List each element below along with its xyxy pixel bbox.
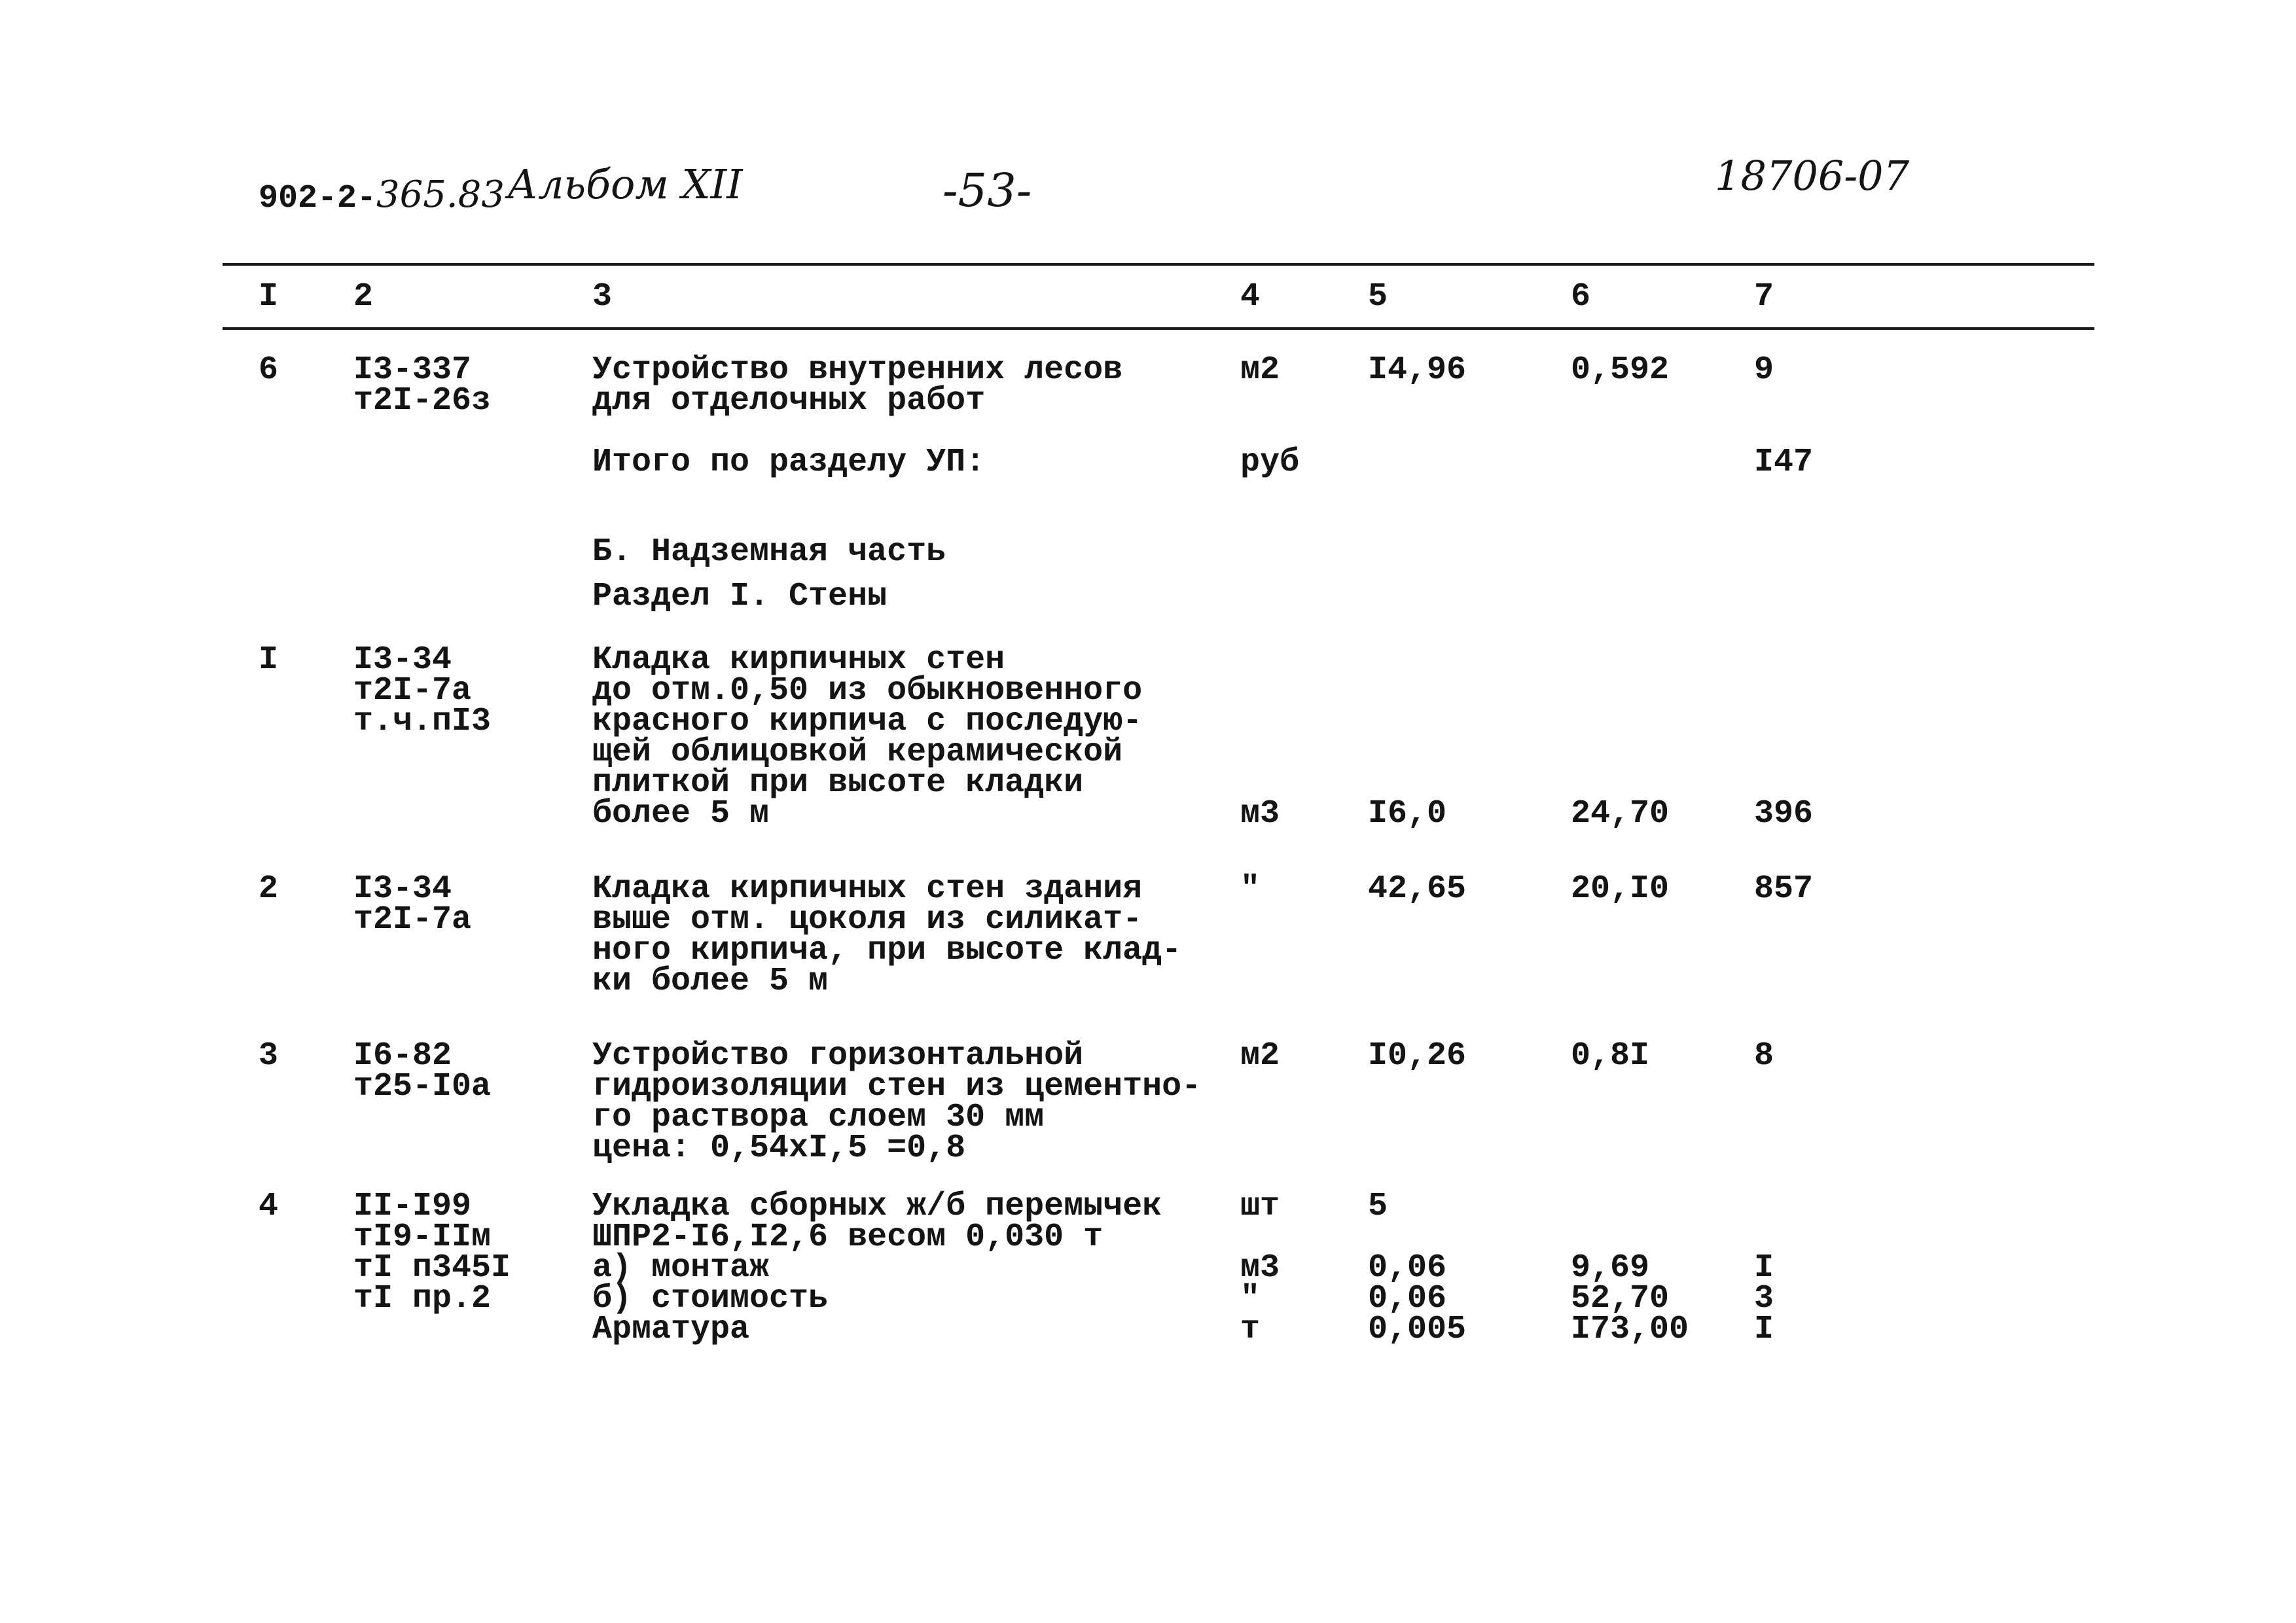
part-heading: Б. Надземная часть	[592, 533, 946, 571]
row-number: 3	[259, 1037, 279, 1075]
unit-price: 0,8I	[1571, 1037, 1650, 1075]
subtotal-total: I47	[1754, 444, 1814, 481]
page-number: -53-	[942, 164, 1032, 217]
work-description: Кладка кирпичных стен здания выше отм. цоколя из силикат- ного кирпича, при высоте клад- ки более 5 м	[592, 870, 1182, 1000]
quantity: I0,26	[1368, 1037, 1467, 1075]
norm-code: I3-337 т2I-26з	[353, 351, 492, 419]
work-description: Устройство горизонтальной гидроизоляции стен из цементно- го раствора слоем 30 мм цена: 0,54хI,5 =0,8	[592, 1037, 1202, 1167]
norm-code: I3-34 т2I-7а	[353, 870, 472, 938]
document-code-handwritten: 365.83	[376, 173, 505, 216]
section-heading: Раздел I. Стены	[592, 578, 888, 615]
norm-code: II-I99 тI9-IIм тI п345I тI пр.2	[353, 1188, 511, 1317]
table-top-rule	[223, 263, 2094, 266]
album-label: Альбом XII	[507, 160, 743, 208]
unit-price: 24,70	[1571, 795, 1670, 832]
row-number: 6	[259, 351, 279, 389]
work-description: Кладка кирпичных стен до отм.0,50 из обыкновенного красного кирпича с последую- щей облицовкой керамической плиткой при высоте кладки более 5 м	[592, 641, 1143, 832]
column-header-1: I	[259, 278, 279, 315]
quantity: 42,65	[1368, 870, 1467, 908]
document-code-printed: 902-2-	[259, 180, 377, 217]
quantity: I4,96	[1368, 351, 1467, 389]
unit: м3	[1240, 795, 1280, 832]
row-number: 4	[259, 1188, 279, 1225]
norm-code: I3-34 т2I-7а т.ч.пI3	[353, 641, 492, 740]
unit: шт м3 " т	[1240, 1188, 1280, 1348]
row-number: 2	[259, 870, 279, 908]
unit: "	[1240, 870, 1261, 908]
unit-price: 0,592	[1571, 351, 1670, 389]
column-header-6: 6	[1571, 278, 1591, 315]
subtotal-unit: руб	[1240, 444, 1300, 481]
document-number: 18706-07	[1715, 152, 1910, 200]
quantity: I6,0	[1368, 795, 1447, 832]
document-code	[259, 173, 505, 217]
total-cost: 8	[1754, 1037, 1774, 1075]
total-cost: I 3 I	[1754, 1249, 1774, 1348]
column-header-2: 2	[353, 278, 374, 315]
quantity: 5 0,06 0,06 0,005	[1368, 1188, 1467, 1348]
column-header-3: 3	[592, 278, 613, 315]
unit-price: 20,I0	[1571, 870, 1670, 908]
column-header-5: 5	[1368, 278, 1388, 315]
row-number: I	[259, 641, 279, 679]
unit-price: 9,69 52,70 I73,00	[1571, 1249, 1689, 1348]
column-header-4: 4	[1240, 278, 1261, 315]
norm-code: I6-82 т25-I0а	[353, 1037, 492, 1105]
unit: м2	[1240, 351, 1280, 389]
work-description: Устройство внутренних лесов для отделочных работ	[592, 351, 1123, 419]
work-description: Укладка сборных ж/б перемычек ШПР2-I6,I2,6 весом 0,030 т а) монтаж б) стоимость Арматура	[592, 1188, 1162, 1348]
subtotal-label: Итого по разделу УП:	[592, 444, 986, 481]
total-cost: 9	[1754, 351, 1774, 389]
column-header-7: 7	[1754, 278, 1774, 315]
unit: м2	[1240, 1037, 1280, 1075]
total-cost: 857	[1754, 870, 1814, 908]
header-bottom-rule	[223, 327, 2094, 330]
total-cost: 396	[1754, 795, 1814, 832]
